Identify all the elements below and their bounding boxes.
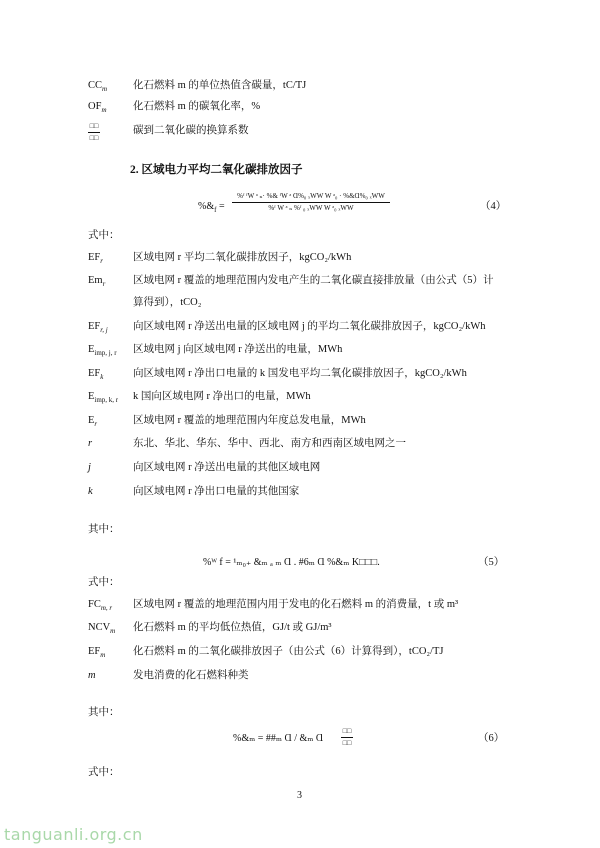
equation-6-bar — [341, 737, 353, 738]
conversion-factor-fraction — [88, 122, 100, 143]
equation-6-numerator: □□ — [342, 727, 352, 735]
symbol-e-imp-k-r: $E_{imp, k, r}$ — [88, 391, 119, 404]
definition-em-r-continued: 算得到），tCO₂ — [133, 297, 202, 308]
where-label-2: 式中： — [88, 577, 120, 588]
where-label-3: 式中： — [88, 767, 120, 778]
equation-5-label: （5） — [478, 557, 505, 568]
symbol-ef-r: $EF_r$ — [88, 252, 103, 265]
symbol-e-r: $E_r$ — [88, 415, 98, 428]
definition-e-imp-k-r: k 国向区域电网 r 净出口的电量，MWh — [133, 391, 311, 402]
definition-of-m: 化石燃料 m 的碳氧化率，% — [133, 101, 261, 112]
fraction-bar — [88, 132, 100, 133]
symbol-em-r: $Em_r$ — [88, 275, 106, 288]
equation-4-bar — [232, 202, 390, 203]
symbol-of-m: $OF_m$ — [88, 101, 107, 114]
symbol-r: r — [88, 438, 93, 449]
definition-ef-m: 化石燃料 m 的二氧化碳排放因子（由公式（6）计算得到），tCO₂/TJ — [133, 646, 444, 657]
symbol-m: m — [88, 670, 96, 681]
definition-ef-r: 区域电网 r 平均二氧化碳排放因子，kgCO₂/kWh — [133, 252, 352, 263]
symbol-ef-k: $EF_k$ — [88, 368, 104, 381]
definition-ncv-m: 化石燃料 m 的平均低位热值，GJ/t 或 GJ/m³ — [133, 622, 332, 633]
equation-4-label: （4） — [480, 201, 507, 212]
definition-em-r: 区域电网 r 覆盖的地理范围内发电产生的二氧化碳直接排放量（由公式（5）计 — [133, 275, 494, 286]
symbol-fc-m-r: $FC_{m, r}$ — [88, 599, 113, 612]
watermark: tanguanli.org.cn — [4, 825, 143, 844]
equation-6: %&ₘ = ##ₘ Ɑ / &ₘ Ɑ — [233, 733, 324, 744]
equation-6-fraction — [341, 727, 353, 748]
where-label-1: 式中： — [88, 230, 120, 241]
page-number: 3 — [297, 790, 302, 801]
section-heading: 2. 区域电力平均二氧化碳排放因子 — [130, 164, 303, 176]
equation-5: %ᵂ f = ¹ₘ₀₊ &ₘ ₐ ₘ Ɑ . #6ₘ Ɑ %&ₘ K□□□. — [203, 557, 380, 568]
among-label-2: 其中： — [88, 707, 120, 718]
equation-4-numerator: %ᶠ ᶠW ᵃ ₙ· %& ᶠW ᵃ Ɑ%₀ ₓWW W ᵃ₀ · %&Ɑ%₀ ₓWW — [237, 192, 385, 200]
equation-6-label: （6） — [478, 733, 505, 744]
symbol-k: k — [88, 486, 93, 497]
equation-4-denominator: %ᶠ W ᵃ ₙ %ᶠ ₀ ₓWW W ᵃ₀ ₓWW — [268, 204, 354, 212]
equation-4-lhs: $\%\&_f$ = — [198, 201, 225, 214]
symbol-cc-m: $CC_m$ — [88, 80, 108, 93]
symbol-ef-m: $EF_m$ — [88, 646, 106, 659]
equation-4-fraction — [232, 192, 390, 213]
definition-m: 发电消费的化石燃料种类 — [133, 670, 249, 681]
fraction-numerator: □□ — [89, 122, 99, 130]
symbol-j: j — [88, 462, 91, 473]
definition-cc-m: 化石燃料 m 的单位热值含碳量，tC/TJ — [133, 80, 307, 91]
symbol-e-imp-j-r: $E_{imp, j, r}$ — [88, 344, 117, 357]
definition-k: 向区域电网 r 净出口电量的其他国家 — [133, 486, 300, 497]
definition-conversion-factor: 碳到二氧化碳的换算系数 — [133, 125, 249, 136]
among-label-1: 其中： — [88, 524, 120, 535]
definition-ef-r-j: 向区域电网 r 净送出电量的区域电网 j 的平均二氧化碳排放因子，kgCO₂/kWh — [133, 321, 486, 332]
definition-e-imp-j-r: 区域电网 j 向区域电网 r 净送出的电量，MWh — [133, 344, 343, 355]
symbol-ef-r-j: $EF_{r, j}$ — [88, 321, 108, 334]
definition-ef-k: 向区域电网 r 净出口电量的 k 国发电平均二氧化碳排放因子，kgCO₂/kWh — [133, 368, 467, 379]
equation-6-denominator: □□ — [342, 739, 352, 747]
symbol-ncv-m: $NCV_m$ — [88, 622, 116, 635]
definition-r: 东北、华北、华东、华中、西北、南方和西南区域电网之一 — [133, 438, 406, 449]
fraction-denominator: □□ — [89, 134, 99, 142]
definition-fc-m-r: 区域电网 r 覆盖的地理范围内用于发电的化石燃料 m 的消费量，t 或 m³ — [133, 599, 459, 610]
definition-j: 向区域电网 r 净送出电量的其他区域电网 — [133, 462, 321, 473]
definition-e-r: 区域电网 r 覆盖的地理范围内年度总发电量，MWh — [133, 415, 366, 426]
